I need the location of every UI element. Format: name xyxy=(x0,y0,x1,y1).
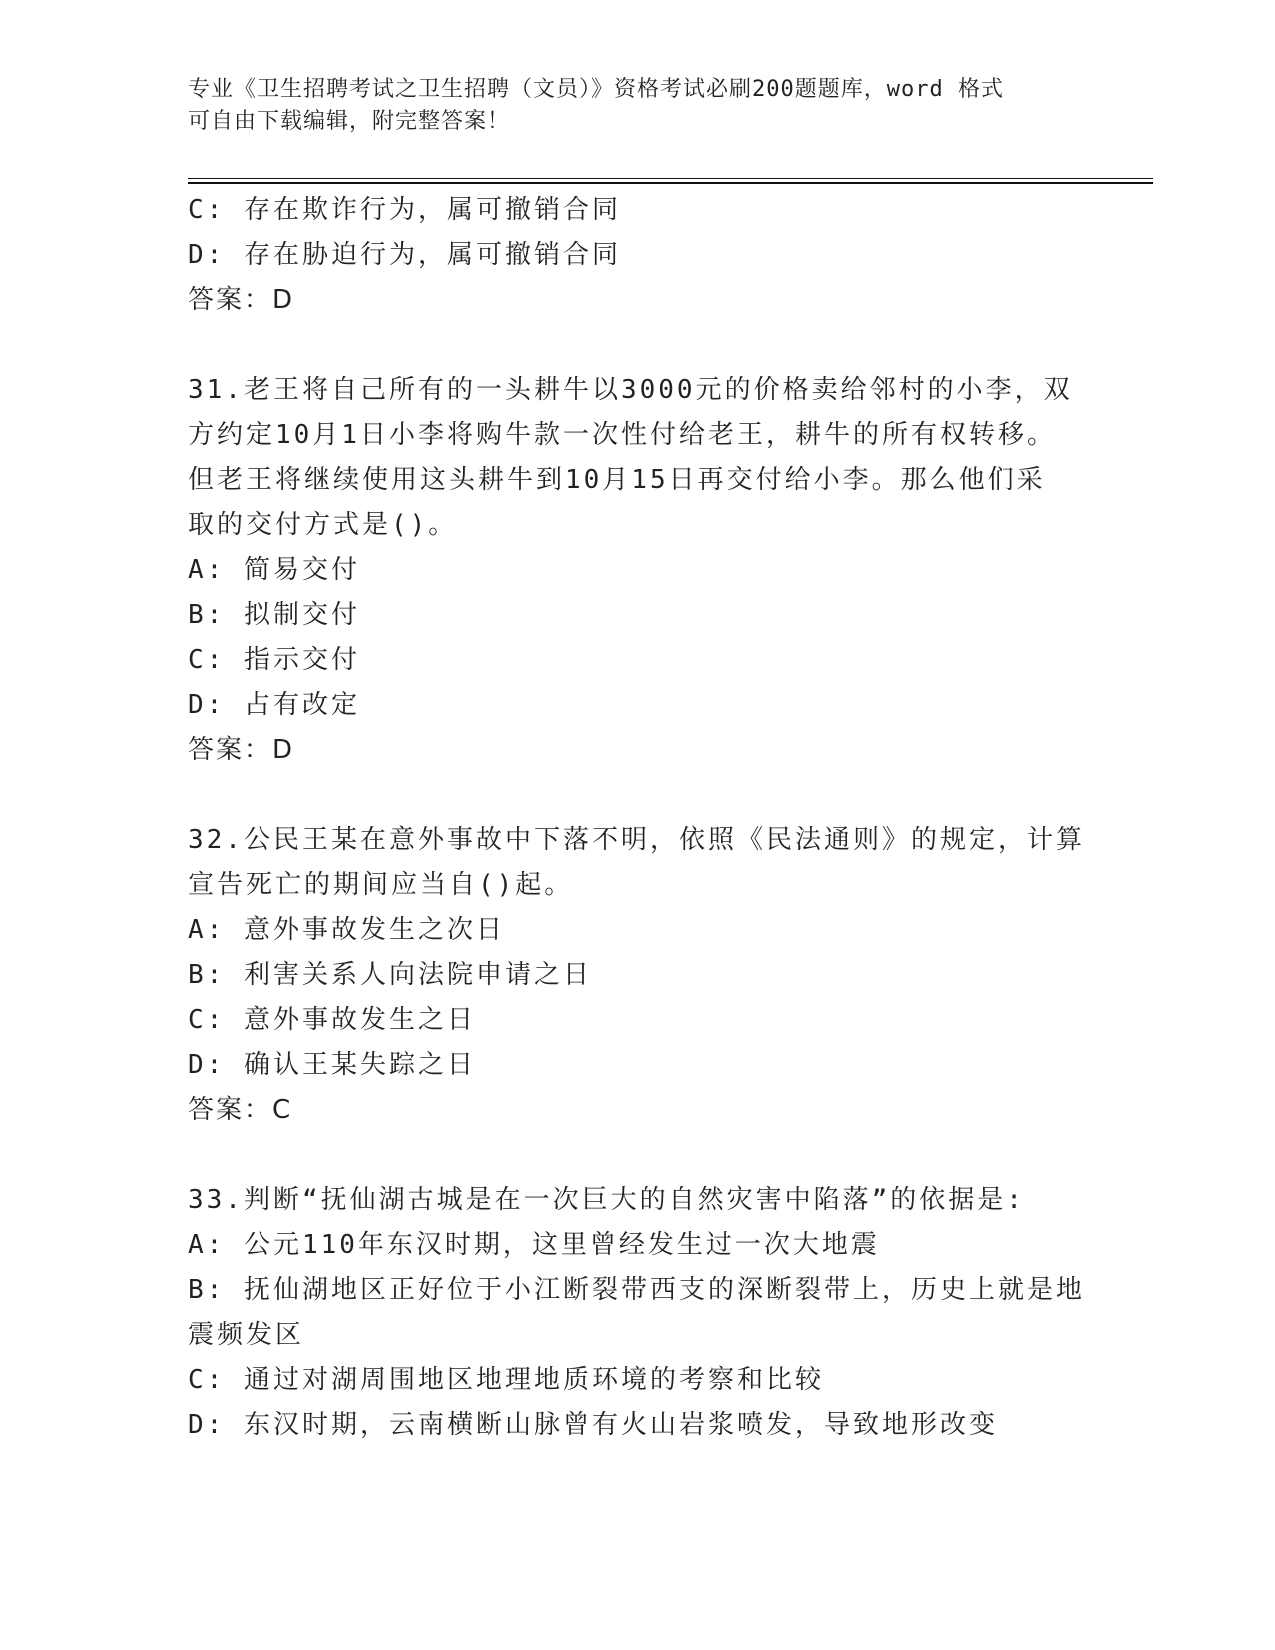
option-a: A: 简易交付 xyxy=(188,555,360,585)
option-c: C: 意外事故发生之日 xyxy=(188,1005,476,1035)
answer-line xyxy=(188,728,1068,773)
partial-question xyxy=(188,188,1068,323)
question-33 xyxy=(188,1178,1085,1448)
question-gap xyxy=(188,323,1068,368)
question-gap xyxy=(188,1133,1068,1178)
answer-value: C xyxy=(272,1095,293,1125)
question-stem-line: 但老王将继续使用这头耕牛到10月15日再交付给小李。那么他们采 xyxy=(188,465,1046,495)
question-stem-line: 31.老王将自己所有的一头耕牛以3000元的价格卖给邻村的小李，双 xyxy=(188,375,1073,405)
answer-line xyxy=(188,278,1068,323)
question-stem-line: 33.判断“抚仙湖古城是在一次巨大的自然灾害中陷落”的依据是: xyxy=(188,1185,1025,1215)
option-d: D: 确认王某失踪之日 xyxy=(188,1050,476,1080)
option-d: D: 东汉时期，云南横断山脉曾有火山岩浆喷发，导致地形改变 xyxy=(188,1410,998,1440)
question-stem-line: 宣告死亡的期间应当自()起。 xyxy=(188,870,574,900)
answer-label: 答案： xyxy=(188,1095,273,1125)
answer-line xyxy=(188,1088,1068,1133)
question-list xyxy=(188,188,1085,1448)
option-c: C: 存在欺诈行为，属可撤销合同 xyxy=(188,195,621,225)
answer-label: 答案： xyxy=(188,285,273,315)
answer-value: D xyxy=(272,285,295,315)
option-b: B: 抚仙湖地区正好位于小江断裂带西支的深断裂带上，历史上就是地 xyxy=(188,1275,1085,1305)
document-header xyxy=(188,74,1068,138)
option-a: A: 公元110年东汉时期，这里曾经发生过一次大地震 xyxy=(188,1230,880,1260)
question-gap xyxy=(188,773,1068,818)
header-line-1: 专业《卫生招聘考试之卫生招聘（文员）》资格考试必刷200题题库，word 格式 xyxy=(188,77,1004,102)
header-line-2: 可自由下载编辑，附完整答案！ xyxy=(188,109,511,134)
option-b: B: 拟制交付 xyxy=(188,600,360,630)
option-c: C: 指示交付 xyxy=(188,645,360,675)
question-stem-line: 方约定10月1日小李将购牛款一次性付给老王，耕牛的所有权转移。 xyxy=(188,420,1056,450)
header-divider-thick xyxy=(188,182,1153,184)
option-d: D: 存在胁迫行为，属可撤销合同 xyxy=(188,240,621,270)
question-stem-line: 取的交付方式是()。 xyxy=(188,510,458,540)
question-31 xyxy=(188,368,1073,773)
answer-value: D xyxy=(272,735,295,765)
question-32 xyxy=(188,818,1085,1133)
option-b: B: 利害关系人向法院申请之日 xyxy=(188,960,592,990)
question-stem-line: 32.公民王某在意外事故中下落不明，依照《民法通则》的规定，计算 xyxy=(188,825,1085,855)
option-a: A: 意外事故发生之次日 xyxy=(188,915,505,945)
option-b-continued: 震频发区 xyxy=(188,1320,305,1350)
answer-label: 答案： xyxy=(188,735,273,765)
header-divider-thin xyxy=(188,178,1153,179)
option-d: D: 占有改定 xyxy=(188,690,360,720)
option-c: C: 通过对湖周围地区地理地质环境的考察和比较 xyxy=(188,1365,824,1395)
